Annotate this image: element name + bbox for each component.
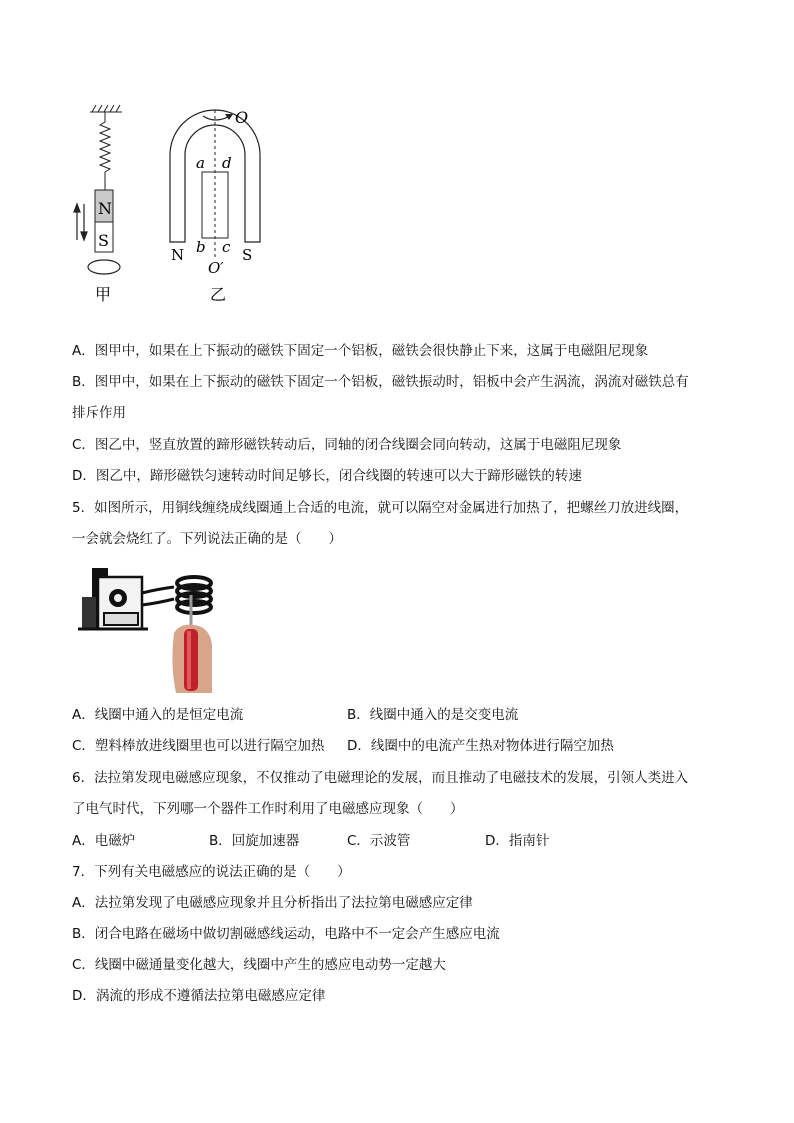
q6-option-c: C．示波管 bbox=[347, 833, 411, 849]
vibration-arrows bbox=[74, 204, 87, 240]
q6-option-d: D．指南针 bbox=[485, 833, 550, 849]
q5-stem-line1: 5．如图所示，用铜线缠绕成线圈通上合适的电流，就可以隔空对金属进行加热了，把螺丝刀放进线圈， bbox=[72, 500, 689, 516]
q7-option-b: B．闭合电路在磁场中做切割磁感线运动，电路中不一定会产生感应电流 bbox=[72, 926, 500, 942]
induction-heater-photo bbox=[78, 565, 214, 693]
q4-option-c: C．图乙中，竖直放置的蹄形磁铁转动后，同轴的闭合线圈会同向转动，这属于电磁阻尼现象 bbox=[72, 437, 622, 453]
horseshoe-s-label: S bbox=[242, 246, 253, 264]
q7-stem: 7．下列有关电磁感应的说法正确的是（ ） bbox=[72, 864, 351, 880]
label-yi: 乙 bbox=[210, 285, 227, 304]
rotation-arrow bbox=[203, 116, 230, 120]
q4-option-b-cont: 排斥作用 bbox=[72, 405, 126, 421]
q5-option-c: C．塑料棒放进线圈里也可以进行隔空加热 bbox=[72, 738, 325, 754]
figure-magnets bbox=[60, 100, 280, 305]
coil-d-label: d bbox=[222, 154, 232, 172]
axis-bottom-label: O′ bbox=[208, 259, 224, 277]
closed-coil bbox=[202, 172, 228, 238]
coil-c-label: c bbox=[222, 238, 231, 256]
q5-option-a: A．线圈中通入的是恒定电流 bbox=[72, 707, 244, 723]
q6-stem-line2: 了电气时代，下列哪一个器件工作时利用了电磁感应现象（ ） bbox=[72, 801, 464, 817]
q4-option-d: D．图乙中，蹄形磁铁匀速转动时间足够长，闭合线圈的转速可以大于蹄形磁铁的转速 bbox=[72, 468, 582, 484]
bar-magnet-n-label: N bbox=[98, 199, 112, 218]
q7-option-d: D．涡流的形成不遵循法拉第电磁感应定律 bbox=[72, 988, 326, 1004]
q4-option-a: A．图甲中，如果在上下振动的磁铁下固定一个铝板，磁铁会很快静止下来，这属于电磁阻尼现象 bbox=[72, 343, 649, 359]
coil-a-label: a bbox=[196, 154, 205, 172]
ceiling-hatch bbox=[90, 105, 122, 112]
q7-option-c: C．线圈中磁通量变化越大，线圈中产生的感应电动势一定越大 bbox=[72, 957, 446, 973]
spring bbox=[100, 112, 110, 190]
q6-option-a: A．电磁炉 bbox=[72, 833, 136, 849]
rotation-arrow-head bbox=[225, 114, 233, 120]
coil-b-label: b bbox=[196, 238, 206, 256]
q6-stem-line1: 6．法拉第发现电磁感应现象，不仅推动了电磁理论的发展，而且推动了电磁技术的发展，引领人类进入 bbox=[72, 770, 689, 786]
q5-option-b: B．线圈中通入的是交变电流 bbox=[347, 707, 519, 723]
q7-option-a: A．法拉第发现了电磁感应现象并且分析指出了法拉第电磁感应定律 bbox=[72, 895, 473, 911]
q5-stem-line2: 一会就会烧红了。下列说法正确的是（ ） bbox=[72, 531, 342, 547]
label-jia: 甲 bbox=[95, 285, 112, 304]
aluminum-plate bbox=[88, 260, 120, 274]
q4-option-b: B．图甲中，如果在上下振动的磁铁下固定一个铝板，磁铁振动时，铝板中会产生涡流，涡流对磁铁总有 bbox=[72, 374, 689, 390]
horseshoe-n-label: N bbox=[171, 246, 185, 264]
q5-option-d: D．线圈中的电流产生热对物体进行隔空加热 bbox=[347, 738, 614, 754]
q6-option-b: B．回旋加速器 bbox=[209, 833, 300, 849]
axis-top-label: O bbox=[235, 108, 249, 127]
bar-magnet-s-label: S bbox=[98, 231, 109, 250]
